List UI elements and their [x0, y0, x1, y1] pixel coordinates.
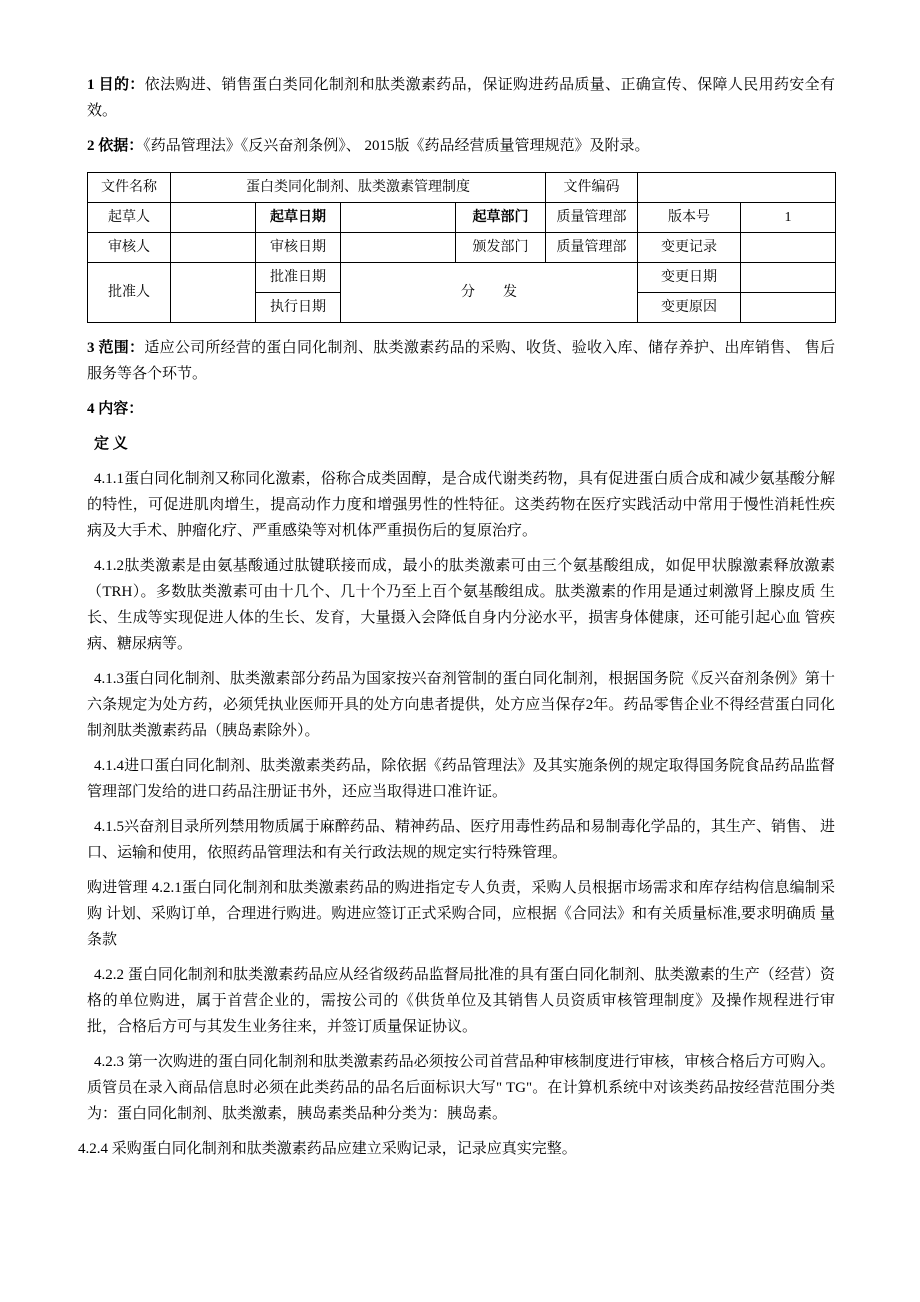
- paragraph-4-2-2: 4.2.2 蛋白同化制剂和肽类激素药品应从经省级药品监督局批准的具有蛋白同化制剂、肽类激素的生产（经营）资格的单位购进，属于首营企业的，需按公司的《供货单位及其销售人员资质审核管理制度》及操作规程进行审批，合格后方可与其发生业务往来，并签订质量保证协议。: [87, 967, 835, 1035]
- draft-dept-value: 质量管理部: [546, 203, 638, 233]
- section-purpose-label: 1 目的：: [87, 77, 145, 93]
- file-code-value: [638, 173, 836, 203]
- draft-dept-label: 起草部门: [456, 203, 546, 233]
- file-name-label: 文件名称: [88, 173, 171, 203]
- change-reason-label: 变更原因: [638, 293, 741, 323]
- change-reason-value: [741, 293, 836, 323]
- definition-heading: 定 义: [94, 436, 128, 452]
- issue-dept-label: 颁发部门: [456, 233, 546, 263]
- section-purpose: [87, 72, 835, 124]
- change-date-label: 变更日期: [638, 263, 741, 293]
- file-name-value: 蛋白类同化制剂、肽类激素管理制度: [171, 173, 546, 203]
- section-basis: [87, 133, 835, 159]
- approval-date-label: 批准日期: [256, 263, 341, 293]
- distribution-label: 分 发: [341, 263, 638, 323]
- approver-label: 批准人: [88, 263, 171, 323]
- change-date-value: [741, 263, 836, 293]
- table-row-file: [88, 173, 836, 203]
- review-date-value: [341, 233, 456, 263]
- document-info-table: [87, 172, 836, 323]
- drafter-value: [171, 203, 256, 233]
- reviewer-label: 审核人: [88, 233, 171, 263]
- section-purpose-text: 依法购进、销售蛋白类同化制剂和肽类激素药品，保证购进药品质量、正确宣传、保障人民用药安全有效。: [87, 77, 835, 119]
- draft-date-label: 起草日期: [256, 203, 341, 233]
- section-content-heading: 4 内容：: [87, 401, 144, 417]
- table-row-approver: [88, 263, 836, 293]
- reviewer-value: [171, 233, 256, 263]
- paragraph-4-2-4: 4.2.4 采购蛋白同化制剂和肽类激素药品应建立采购记录，记录应真实完整。: [78, 1141, 577, 1157]
- paragraph-4-2-3: 4.2.3 第一次购进的蛋白同化制剂和肽类激素药品必须按公司首营品种审核制度进行审核，审核合格后方可购入。质管员在录入商品信息时必须在此类药品的品名后面标识大写" TG"。在计算机系统中对该类药品按经营范围分类为：蛋白同化制剂、肽类激素，胰岛素类品种分类为：胰岛素。: [87, 1054, 835, 1122]
- file-code-label: 文件编码: [546, 173, 638, 203]
- review-date-label: 审核日期: [256, 233, 341, 263]
- table-row-reviewer: [88, 233, 836, 263]
- section-scope: [87, 335, 835, 387]
- paragraph-4-1-4: 4.1.4进口蛋白同化制剂、肽类激素类药品，除依据《药品管理法》及其实施条例的规定取得国务院食品药品监督管理部门发给的进口药品注册证书外，还应当取得进口准许证。: [87, 758, 835, 800]
- section-basis-text: 《药品管理法》《反兴奋剂条例》、 2015版《药品经营质量管理规范》及附录。: [143, 138, 650, 154]
- paragraph-4-2-1: 购进管理 4.2.1蛋白同化制剂和肽类激素药品的购进指定专人负责，采购人员根据市场需求和库存结构信息编制采购 计划、采购订单，合理进行购进。购进应签订正式采购合同，应根据《合同法》和有关质量标准,要求明确质 量条款: [87, 880, 835, 948]
- paragraph-4-1-3: 4.1.3蛋白同化制剂、肽类激素部分药品为国家按兴奋剂管制的蛋白同化制剂，根据国务院《反兴奋剂条例》第十六条规定为处方药，必须凭执业医师开具的处方向患者提供，处方应当保存2年。药品零售企业不得经营蛋白同化制剂肽类激素药品（胰岛素除外）。: [87, 671, 835, 739]
- document-body: [78, 72, 835, 1171]
- paragraph-4-1-2: 4.1.2肽类激素是由氨基酸通过肽键联接而成，最小的肽类激素可由三个氨基酸组成，如促甲状腺激素释放激素（TRH）。多数肽类激素可由十几个、几十个乃至上百个氨基酸组成。肽类激素的作用是通过刺激肾上腺皮质 生长、生成等实现促进人体的生长、发育，大量摄入会降低自身内分泌水平，损害身体健康，还可能引起心血 管疾病、糖尿病等。: [87, 558, 835, 652]
- section-scope-label: 3 范围：: [87, 340, 145, 356]
- version-label: 版本号: [638, 203, 741, 233]
- approver-value: [171, 263, 256, 323]
- change-record-label: 变更记录: [638, 233, 741, 263]
- issue-dept-value: 质量管理部: [546, 233, 638, 263]
- version-value: 1: [741, 203, 836, 233]
- section-basis-label: 2 依据：: [87, 138, 144, 154]
- drafter-label: 起草人: [88, 203, 171, 233]
- paragraph-4-1-5: 4.1.5兴奋剂目录所列禁用物质属于麻醉药品、精神药品、医疗用毒性药品和易制毒化学品的，其生产、销售、 进口、运输和使用，依照药品管理法和有关行政法规的规定实行特殊管理。: [87, 819, 835, 861]
- execution-date-label: 执行日期: [256, 293, 341, 323]
- table-row-drafter: [88, 203, 836, 233]
- paragraph-4-1-1: 4.1.1蛋白同化制剂又称同化激素，俗称合成类固醇，是合成代谢类药物，具有促进蛋白质合成和减少氨基酸分解的特性，可促进肌肉增生，提高动作力度和增强男性的性特征。这类药物在医疗实践活动中常用于慢性消耗性疾病及大手术、肿瘤化疗、严重感染等对机体严重损伤后的复原治疗。: [87, 471, 835, 539]
- draft-date-value: [341, 203, 456, 233]
- change-record-value: [741, 233, 836, 263]
- section-scope-text: 适应公司所经营的蛋白同化制剂、肽类激素药品的采购、收货、验收入库、储存养护、出库销售、 售后服务等各个环节。: [87, 340, 835, 382]
